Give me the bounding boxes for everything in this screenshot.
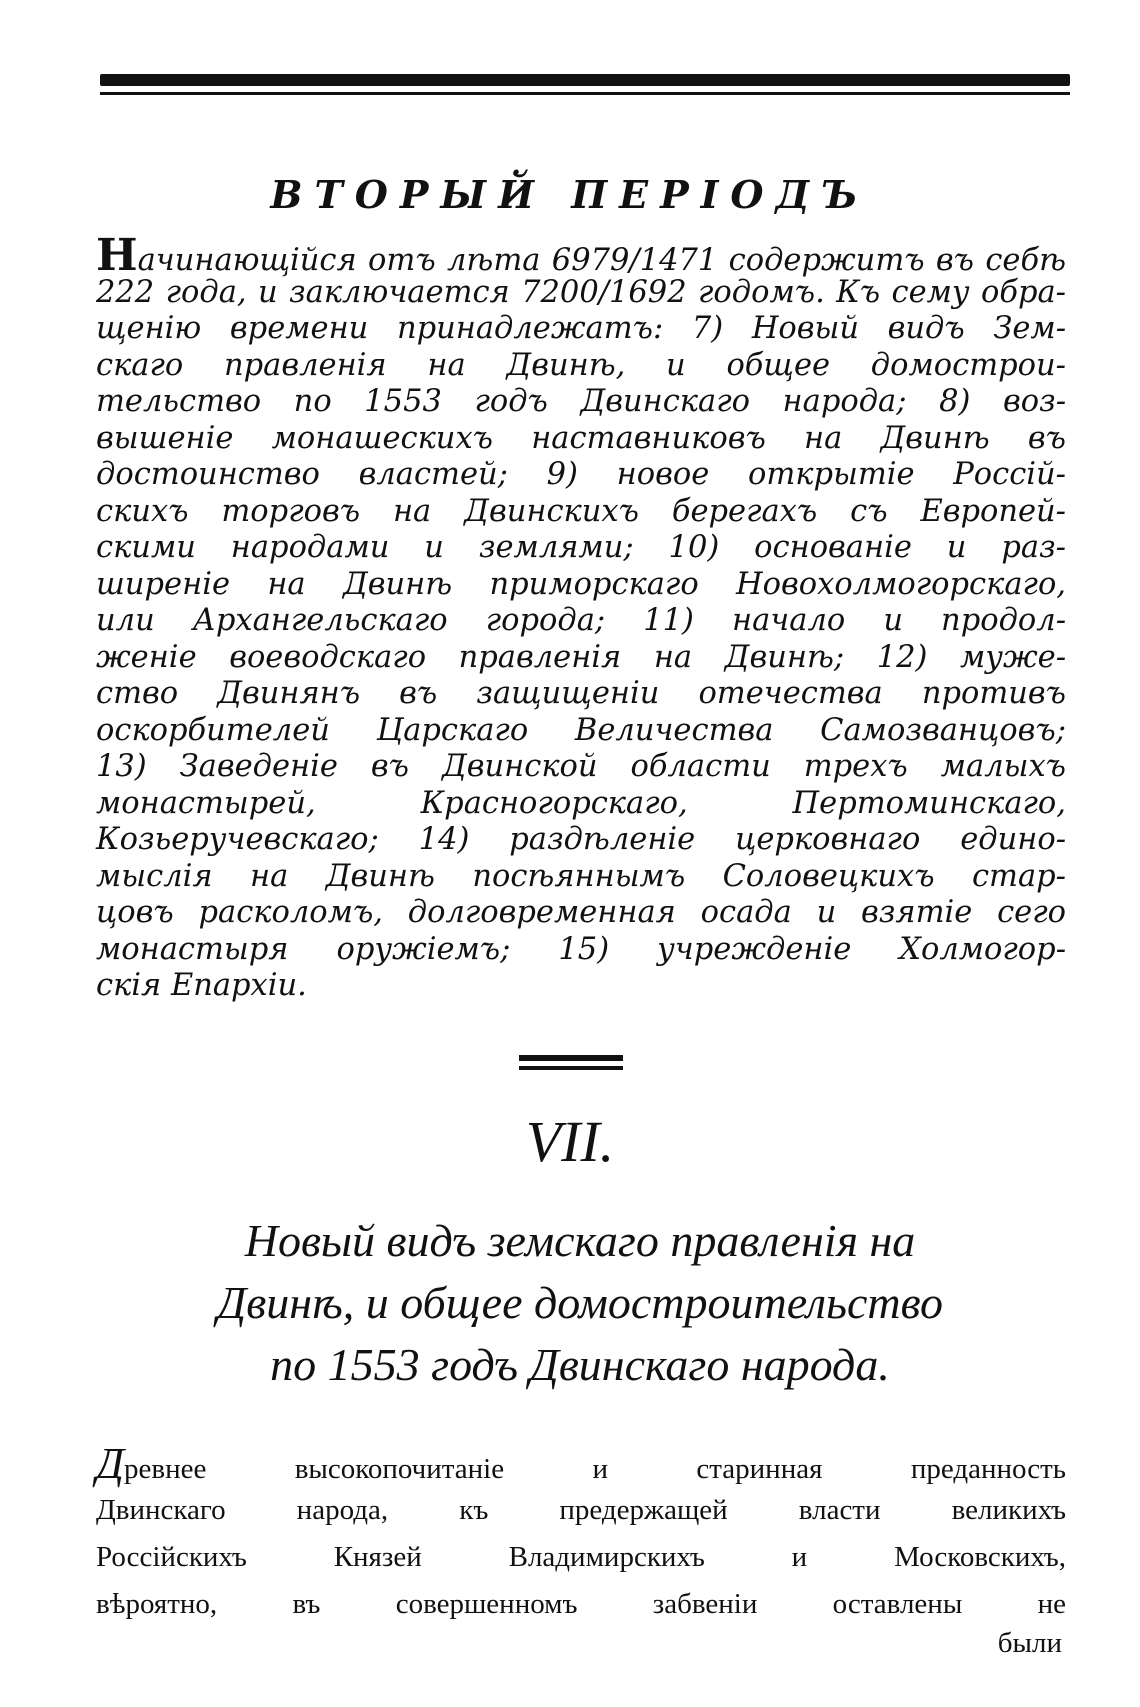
intro-line: монастыря оружіемъ; 15) учрежденіе Холмогор-	[96, 931, 1066, 967]
intro-line: скими народами и землями; 10) основаніе и раз-	[96, 530, 1066, 565]
chapter-number: VII.	[525, 1109, 615, 1174]
intro-line: тельство по 1553 годъ Двинскаго народа; 8) воз-	[96, 384, 1066, 419]
intro-line: 222 года, и заключается 7200/1692 годомъ. Къ сему обра-	[96, 274, 1066, 310]
intro-line: монастырей, Красногорскаго, Пертоминскаго,	[96, 785, 1066, 821]
intro-drop-cap: Н	[96, 230, 138, 281]
section-divider-rule	[519, 1055, 623, 1061]
intro-line: ширеніе на Двинѣ приморскаго Новохолмогорскаго,	[96, 566, 1066, 602]
intro-line: 13) Заведеніе въ Двинской области трехъ малыхъ	[96, 749, 1066, 784]
intro-line: Начинающійся отъ лѣта 6979/1471 содержитъ въ себѣ	[96, 230, 1066, 281]
intro-line: цовъ расколомъ, долговременная осада и взятіе сего	[96, 895, 1066, 930]
intro-line: женіе воеводскаго правленія на Двинѣ; 12) муже-	[96, 639, 1066, 675]
section-divider-rule-thin	[519, 1066, 623, 1070]
catchword: были	[997, 1627, 1062, 1659]
intro-line: оскорбителей Царскаго Величества Самозванцовъ;	[96, 712, 1066, 748]
chapter-title-line: Новый видъ земскаго правленія на	[244, 1215, 916, 1266]
body-line: Россійскихъ Князей Владимирскихъ и Московскихъ,	[96, 1541, 1066, 1573]
intro-line: ство Двинянъ въ защищеніи отечества противъ	[96, 676, 1066, 711]
body-line: вѣроятно, въ совершенномъ забвеніи оставлены не	[96, 1588, 1066, 1620]
intro-line: мыслія на Двинѣ посѣяннымъ Соловецкихъ стар-	[96, 858, 1066, 894]
intro-line: достоинство властей; 9) новое открытіе Россій-	[96, 457, 1066, 492]
intro-paragraph	[96, 230, 1066, 1005]
body-paragraph	[96, 1440, 1066, 1628]
intro-line: или Архангельскаго города; 11) начало и продол-	[96, 603, 1066, 638]
top-ornamental-rule	[100, 74, 1070, 86]
top-thin-rule	[100, 92, 1070, 95]
chapter-title-line: Двинѣ, и общее домостроительство	[217, 1277, 943, 1328]
chapter-title-line: по 1553 годъ Двинскаго народа.	[270, 1339, 890, 1390]
intro-line: скаго правленія на Двинѣ, и общее домострои-	[96, 347, 1066, 383]
intro-line: щенію времени принадлежатъ: 7) Новый видъ Зем-	[96, 311, 1066, 346]
period-heading: ВТОРЫЙ ПЕРІОДЪ	[270, 172, 870, 217]
body-line: Древнее высокопочитаніе и старинная преданность	[96, 1439, 1066, 1488]
body-drop-cap: Д	[96, 1439, 124, 1488]
body-line: Двинскаго народа, къ предержащей власти великихъ	[96, 1494, 1066, 1526]
intro-line: вышеніе монашескихъ наставниковъ на Двинѣ въ	[96, 420, 1066, 456]
intro-line: скія Епархіи.	[96, 968, 307, 1003]
chapter-title	[90, 1210, 1070, 1396]
intro-line: скихъ торговъ на Двинскихъ берегахъ съ Европей-	[96, 493, 1066, 529]
intro-line: Козьеручевскаго; 14) раздѣленіе церковнаго едино-	[96, 822, 1066, 857]
